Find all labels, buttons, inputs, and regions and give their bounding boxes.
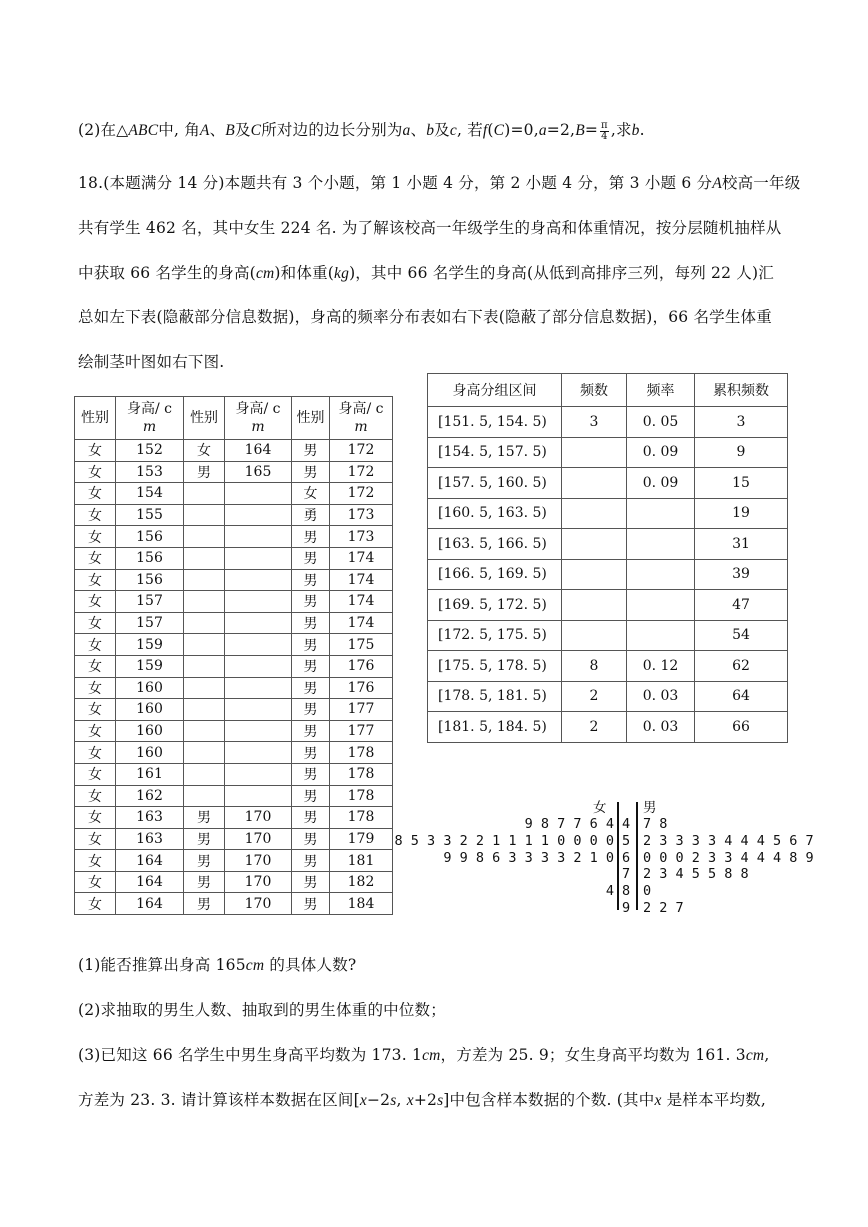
gender-cell: 男 xyxy=(292,850,330,872)
gender-cell: 女 xyxy=(75,871,116,893)
sub-question-3: (3)已知这 66 名学生中男生身高平均数为 173. 1cm，方差为 25. 9；女生身高平均数为 161. 3cm, xyxy=(78,1046,770,1064)
height-cell: 160 xyxy=(116,720,184,742)
stem-leaf-male-label: 男 xyxy=(643,800,657,816)
height-cell xyxy=(225,655,292,677)
table-row xyxy=(75,807,393,829)
cumulative-cell: 64 xyxy=(695,681,788,712)
height-data-table xyxy=(74,396,393,915)
height-cell: 177 xyxy=(330,699,393,721)
header-frequency: 频数 xyxy=(562,374,627,407)
q18-line3: 中获取 66 名学生的身高(cm)和体重(kg)，其中 66 名学生的身高(从低到高排序三列，每列 22 人)汇 xyxy=(78,264,774,282)
gender-cell: 女 xyxy=(75,634,116,656)
gender-cell: 女 xyxy=(75,850,116,872)
height-cell: 164 xyxy=(116,893,184,915)
table-row xyxy=(75,850,393,872)
stem-leaf-male-leaves: 2 3 4 5 5 8 8 xyxy=(643,866,749,883)
gender-cell: 男 xyxy=(184,850,225,872)
table-row xyxy=(75,547,393,569)
gender-cell: 女 xyxy=(75,742,116,764)
height-cell: 173 xyxy=(330,504,393,526)
table-row xyxy=(428,437,788,468)
table-row xyxy=(75,504,393,526)
gender-cell: 女 xyxy=(75,440,116,462)
stem-leaf-female-leaves: 9 9 8 6 3 3 3 3 2 1 0 xyxy=(443,849,614,866)
frequency-cell xyxy=(562,498,627,529)
height-cell: 152 xyxy=(116,440,184,462)
interval-cell: [151. 5, 154. 5) xyxy=(428,407,562,438)
stem-leaf-stem: 9 xyxy=(622,900,631,916)
gender-cell xyxy=(184,591,225,613)
fraction-pi-over-4: $\frac{\pi}{4}$ xyxy=(601,119,608,142)
q18-line5: 绘制茎叶图如右下图. xyxy=(78,353,225,371)
height-cell: 174 xyxy=(330,591,393,613)
gender-cell xyxy=(184,504,225,526)
height-cell: 178 xyxy=(330,807,393,829)
q18-line1: 18.(本题满分 14 分)本题共有 3 个小题，第 1 小题 4 分，第 2 小题 4 分，第 3 小题 6 分A校高一年级 xyxy=(78,174,801,192)
table-row xyxy=(428,559,788,590)
gender-cell xyxy=(184,677,225,699)
height-cell: 157 xyxy=(116,591,184,613)
table-row xyxy=(75,785,393,807)
gender-cell: 男 xyxy=(292,526,330,548)
height-cell: 164 xyxy=(116,850,184,872)
height-cell xyxy=(225,634,292,656)
height-cell xyxy=(225,742,292,764)
sub-question-3-cont: 方差为 23. 3. 请计算该样本数据在区间[x−2s, x+2s]中包含样本数据的个数. (其中x 是样本平均数, xyxy=(78,1091,767,1109)
stem-leaf-stem: 6 xyxy=(622,849,631,866)
height-cell: 170 xyxy=(225,871,292,893)
table-row xyxy=(428,681,788,712)
rate-cell xyxy=(627,529,695,560)
height-cell: 170 xyxy=(225,828,292,850)
table-row xyxy=(75,763,393,785)
rate-cell: 0. 09 xyxy=(627,468,695,499)
cumulative-cell: 15 xyxy=(695,468,788,499)
height-cell: 174 xyxy=(330,547,393,569)
cumulative-cell: 31 xyxy=(695,529,788,560)
height-cell: 172 xyxy=(330,461,393,483)
height-cell: 159 xyxy=(116,655,184,677)
gender-cell: 女 xyxy=(75,655,116,677)
gender-cell: 女 xyxy=(184,440,225,462)
gender-cell xyxy=(184,742,225,764)
gender-cell: 男 xyxy=(292,828,330,850)
cumulative-cell: 3 xyxy=(695,407,788,438)
height-cell: 184 xyxy=(330,893,393,915)
gender-cell: 女 xyxy=(75,720,116,742)
q18-line4: 总如左下表(隐蔽部分信息数据)，身高的频率分布表如右下表(隐蔽了部分信息数据)，66 名学生体重 xyxy=(78,308,772,326)
height-cell: 164 xyxy=(116,871,184,893)
gender-cell: 女 xyxy=(75,526,116,548)
rate-cell xyxy=(627,559,695,590)
height-cell: 157 xyxy=(116,612,184,634)
height-cell: 159 xyxy=(116,634,184,656)
gender-cell xyxy=(184,785,225,807)
gender-cell: 男 xyxy=(292,807,330,829)
stem-leaf-plot xyxy=(394,798,820,916)
stem-leaf-female-leaves: 4 xyxy=(605,883,614,900)
gender-cell xyxy=(184,634,225,656)
height-cell: 164 xyxy=(225,440,292,462)
table-row xyxy=(428,407,788,438)
height-cell: 179 xyxy=(330,828,393,850)
gender-cell: 男 xyxy=(184,461,225,483)
cumulative-cell: 66 xyxy=(695,712,788,743)
rate-cell xyxy=(627,620,695,651)
gender-cell: 女 xyxy=(75,763,116,785)
header-rate: 频率 xyxy=(627,374,695,407)
gender-cell: 男 xyxy=(292,763,330,785)
frequency-cell xyxy=(562,437,627,468)
stem-leaf-female-label: 女 xyxy=(593,800,607,816)
header-cumulative: 累积频数 xyxy=(695,374,788,407)
stem-leaf-male-leaves: 2 2 7 xyxy=(643,900,684,916)
height-cell: 178 xyxy=(330,785,393,807)
height-cell xyxy=(225,526,292,548)
interval-cell: [178. 5, 181. 5) xyxy=(428,681,562,712)
height-cell: 181 xyxy=(330,850,393,872)
gender-cell: 勇 xyxy=(292,504,330,526)
table-row xyxy=(75,526,393,548)
table-row xyxy=(428,712,788,743)
height-cell: 182 xyxy=(330,871,393,893)
height-cell: 154 xyxy=(116,483,184,505)
gender-cell: 男 xyxy=(184,828,225,850)
gender-cell: 女 xyxy=(292,483,330,505)
gender-cell: 男 xyxy=(292,634,330,656)
rate-cell: 0. 09 xyxy=(627,437,695,468)
table-row xyxy=(75,591,393,613)
table-row xyxy=(428,651,788,682)
height-cell xyxy=(225,612,292,634)
cumulative-cell: 9 xyxy=(695,437,788,468)
gender-cell: 女 xyxy=(75,785,116,807)
gender-cell: 男 xyxy=(184,871,225,893)
gender-cell: 女 xyxy=(75,483,116,505)
stem-leaf-stem: 4 xyxy=(622,816,631,832)
interval-cell: [166. 5, 169. 5) xyxy=(428,559,562,590)
rate-cell: 0. 05 xyxy=(627,407,695,438)
gender-cell xyxy=(184,547,225,569)
table-row xyxy=(75,699,393,721)
gender-cell: 男 xyxy=(292,677,330,699)
table-row xyxy=(75,828,393,850)
height-cell: 160 xyxy=(116,677,184,699)
stem-leaf-male-leaves: 7 8 xyxy=(643,816,668,832)
height-cell xyxy=(225,547,292,569)
height-cell: 165 xyxy=(225,461,292,483)
interval-cell: [163. 5, 166. 5) xyxy=(428,529,562,560)
cumulative-cell: 54 xyxy=(695,620,788,651)
gender-cell: 男 xyxy=(292,871,330,893)
gender-cell: 女 xyxy=(75,699,116,721)
stem-leaf-male-leaves: 0 0 0 2 3 3 4 4 4 8 9 xyxy=(643,849,814,866)
header-gender: 性别 xyxy=(75,397,116,440)
gender-cell: 男 xyxy=(292,461,330,483)
table-row xyxy=(75,871,393,893)
table-row xyxy=(75,461,393,483)
gender-cell: 女 xyxy=(75,893,116,915)
stem-leaf-stem: 5 xyxy=(622,832,631,849)
height-cell: 160 xyxy=(116,699,184,721)
gender-cell xyxy=(184,763,225,785)
frequency-cell: 2 xyxy=(562,712,627,743)
height-cell: 172 xyxy=(330,483,393,505)
height-cell xyxy=(225,591,292,613)
height-cell: 156 xyxy=(116,569,184,591)
table-row xyxy=(75,720,393,742)
gender-cell xyxy=(184,526,225,548)
table-row xyxy=(75,440,393,462)
table-row xyxy=(75,569,393,591)
height-cell: 175 xyxy=(330,634,393,656)
height-cell: 178 xyxy=(330,763,393,785)
header-height: 身高/ c m xyxy=(330,397,393,440)
rate-cell: 0. 12 xyxy=(627,651,695,682)
interval-cell: [172. 5, 175. 5) xyxy=(428,620,562,651)
height-cell: 163 xyxy=(116,828,184,850)
gender-cell: 男 xyxy=(292,612,330,634)
table-row xyxy=(428,529,788,560)
rate-cell: 0. 03 xyxy=(627,712,695,743)
interval-cell: [175. 5, 178. 5) xyxy=(428,651,562,682)
height-cell: 178 xyxy=(330,742,393,764)
gender-cell xyxy=(184,569,225,591)
table-row xyxy=(75,655,393,677)
gender-cell: 男 xyxy=(292,785,330,807)
height-cell: 170 xyxy=(225,807,292,829)
gender-cell: 女 xyxy=(75,504,116,526)
height-cell: 174 xyxy=(330,569,393,591)
height-cell xyxy=(225,763,292,785)
frequency-cell xyxy=(562,529,627,560)
header-gender: 性别 xyxy=(184,397,225,440)
interval-cell: [157. 5, 160. 5) xyxy=(428,468,562,499)
gender-cell xyxy=(184,699,225,721)
gender-cell: 女 xyxy=(75,677,116,699)
cumulative-cell: 62 xyxy=(695,651,788,682)
stem-leaf-stem: 7 xyxy=(622,866,631,883)
rate-cell xyxy=(627,498,695,529)
stem-leaf-male-leaves: 2 3 3 3 3 4 4 4 5 6 7 xyxy=(643,832,814,849)
table-row xyxy=(75,612,393,634)
gender-cell: 男 xyxy=(292,547,330,569)
gender-cell: 男 xyxy=(292,720,330,742)
height-cell: 174 xyxy=(330,612,393,634)
height-cell: 172 xyxy=(330,440,393,462)
gender-cell: 女 xyxy=(75,461,116,483)
header-height: 身高/ c m xyxy=(116,397,184,440)
height-cell xyxy=(225,677,292,699)
height-cell: 153 xyxy=(116,461,184,483)
height-cell: 156 xyxy=(116,547,184,569)
gender-cell: 女 xyxy=(75,807,116,829)
frequency-cell xyxy=(562,590,627,621)
table-header-row xyxy=(75,397,393,440)
header-interval: 身高分组区间 xyxy=(428,374,562,407)
height-cell: 162 xyxy=(116,785,184,807)
q18-line2: 共有学生 462 名，其中女生 224 名. 为了解该校高一年级学生的身高和体重情况，按分层随机抽样从 xyxy=(78,219,782,237)
gender-cell: 男 xyxy=(292,742,330,764)
gender-cell: 男 xyxy=(292,440,330,462)
stem-leaf-female-leaves: 8 5 3 3 2 2 1 1 1 1 0 0 0 0 xyxy=(394,832,614,849)
frequency-cell xyxy=(562,468,627,499)
gender-cell: 女 xyxy=(75,591,116,613)
gender-cell: 男 xyxy=(292,591,330,613)
table-row xyxy=(75,483,393,505)
header-height: 身高/ c m xyxy=(225,397,292,440)
height-cell: 170 xyxy=(225,850,292,872)
height-cell xyxy=(225,504,292,526)
height-cell xyxy=(225,720,292,742)
height-cell: 170 xyxy=(225,893,292,915)
cumulative-cell: 19 xyxy=(695,498,788,529)
gender-cell: 男 xyxy=(184,807,225,829)
gender-cell: 男 xyxy=(292,699,330,721)
height-cell: 163 xyxy=(116,807,184,829)
interval-cell: [160. 5, 163. 5) xyxy=(428,498,562,529)
frequency-table xyxy=(427,373,788,743)
table-row xyxy=(75,677,393,699)
question-17-part2: (2)在△ABC中, 角A、B及C所对边的边长分别为a、b及c, 若f(C)=0,a=2,B= $\frac{\pi}{4}$ ,求b. xyxy=(78,119,645,142)
cumulative-cell: 39 xyxy=(695,559,788,590)
gender-cell: 男 xyxy=(292,893,330,915)
table-row xyxy=(428,498,788,529)
table-row xyxy=(428,620,788,651)
height-cell: 176 xyxy=(330,655,393,677)
height-cell: 160 xyxy=(116,742,184,764)
table-row xyxy=(75,634,393,656)
gender-cell xyxy=(184,720,225,742)
gender-cell: 女 xyxy=(75,828,116,850)
gender-cell: 女 xyxy=(75,547,116,569)
height-cell xyxy=(225,699,292,721)
stem-leaf-male-leaves: 0 xyxy=(643,883,652,900)
table-row xyxy=(75,893,393,915)
stem-divider-right xyxy=(636,802,638,910)
interval-cell: [169. 5, 172. 5) xyxy=(428,590,562,621)
frequency-cell xyxy=(562,559,627,590)
interval-cell: [154. 5, 157. 5) xyxy=(428,437,562,468)
table-row xyxy=(75,742,393,764)
stem-divider-left xyxy=(617,802,619,910)
header-gender: 性别 xyxy=(292,397,330,440)
gender-cell xyxy=(184,655,225,677)
height-cell: 177 xyxy=(330,720,393,742)
height-cell: 156 xyxy=(116,526,184,548)
rate-cell: 0. 03 xyxy=(627,681,695,712)
sub-question-1: (1)能否推算出身高 165cm 的具体人数? xyxy=(78,956,357,974)
gender-cell: 男 xyxy=(184,893,225,915)
height-cell xyxy=(225,785,292,807)
height-cell xyxy=(225,483,292,505)
table-row xyxy=(428,590,788,621)
height-cell: 176 xyxy=(330,677,393,699)
rate-cell xyxy=(627,590,695,621)
height-cell: 173 xyxy=(330,526,393,548)
gender-cell xyxy=(184,612,225,634)
frequency-cell xyxy=(562,620,627,651)
interval-cell: [181. 5, 184. 5) xyxy=(428,712,562,743)
gender-cell: 男 xyxy=(292,655,330,677)
frequency-cell: 3 xyxy=(562,407,627,438)
stem-leaf-female-leaves: 9 8 7 7 6 4 xyxy=(524,816,614,832)
table-row xyxy=(428,468,788,499)
height-cell: 161 xyxy=(116,763,184,785)
gender-cell: 女 xyxy=(75,612,116,634)
gender-cell xyxy=(184,483,225,505)
stem-leaf-stem: 8 xyxy=(622,883,631,900)
gender-cell: 女 xyxy=(75,569,116,591)
gender-cell: 男 xyxy=(292,569,330,591)
sub-question-2: (2)求抽取的男生人数、抽取到的男生体重的中位数； xyxy=(78,1001,446,1019)
height-cell xyxy=(225,569,292,591)
table-header-row xyxy=(428,374,788,407)
height-cell: 155 xyxy=(116,504,184,526)
frequency-cell: 8 xyxy=(562,651,627,682)
frequency-cell: 2 xyxy=(562,681,627,712)
cumulative-cell: 47 xyxy=(695,590,788,621)
